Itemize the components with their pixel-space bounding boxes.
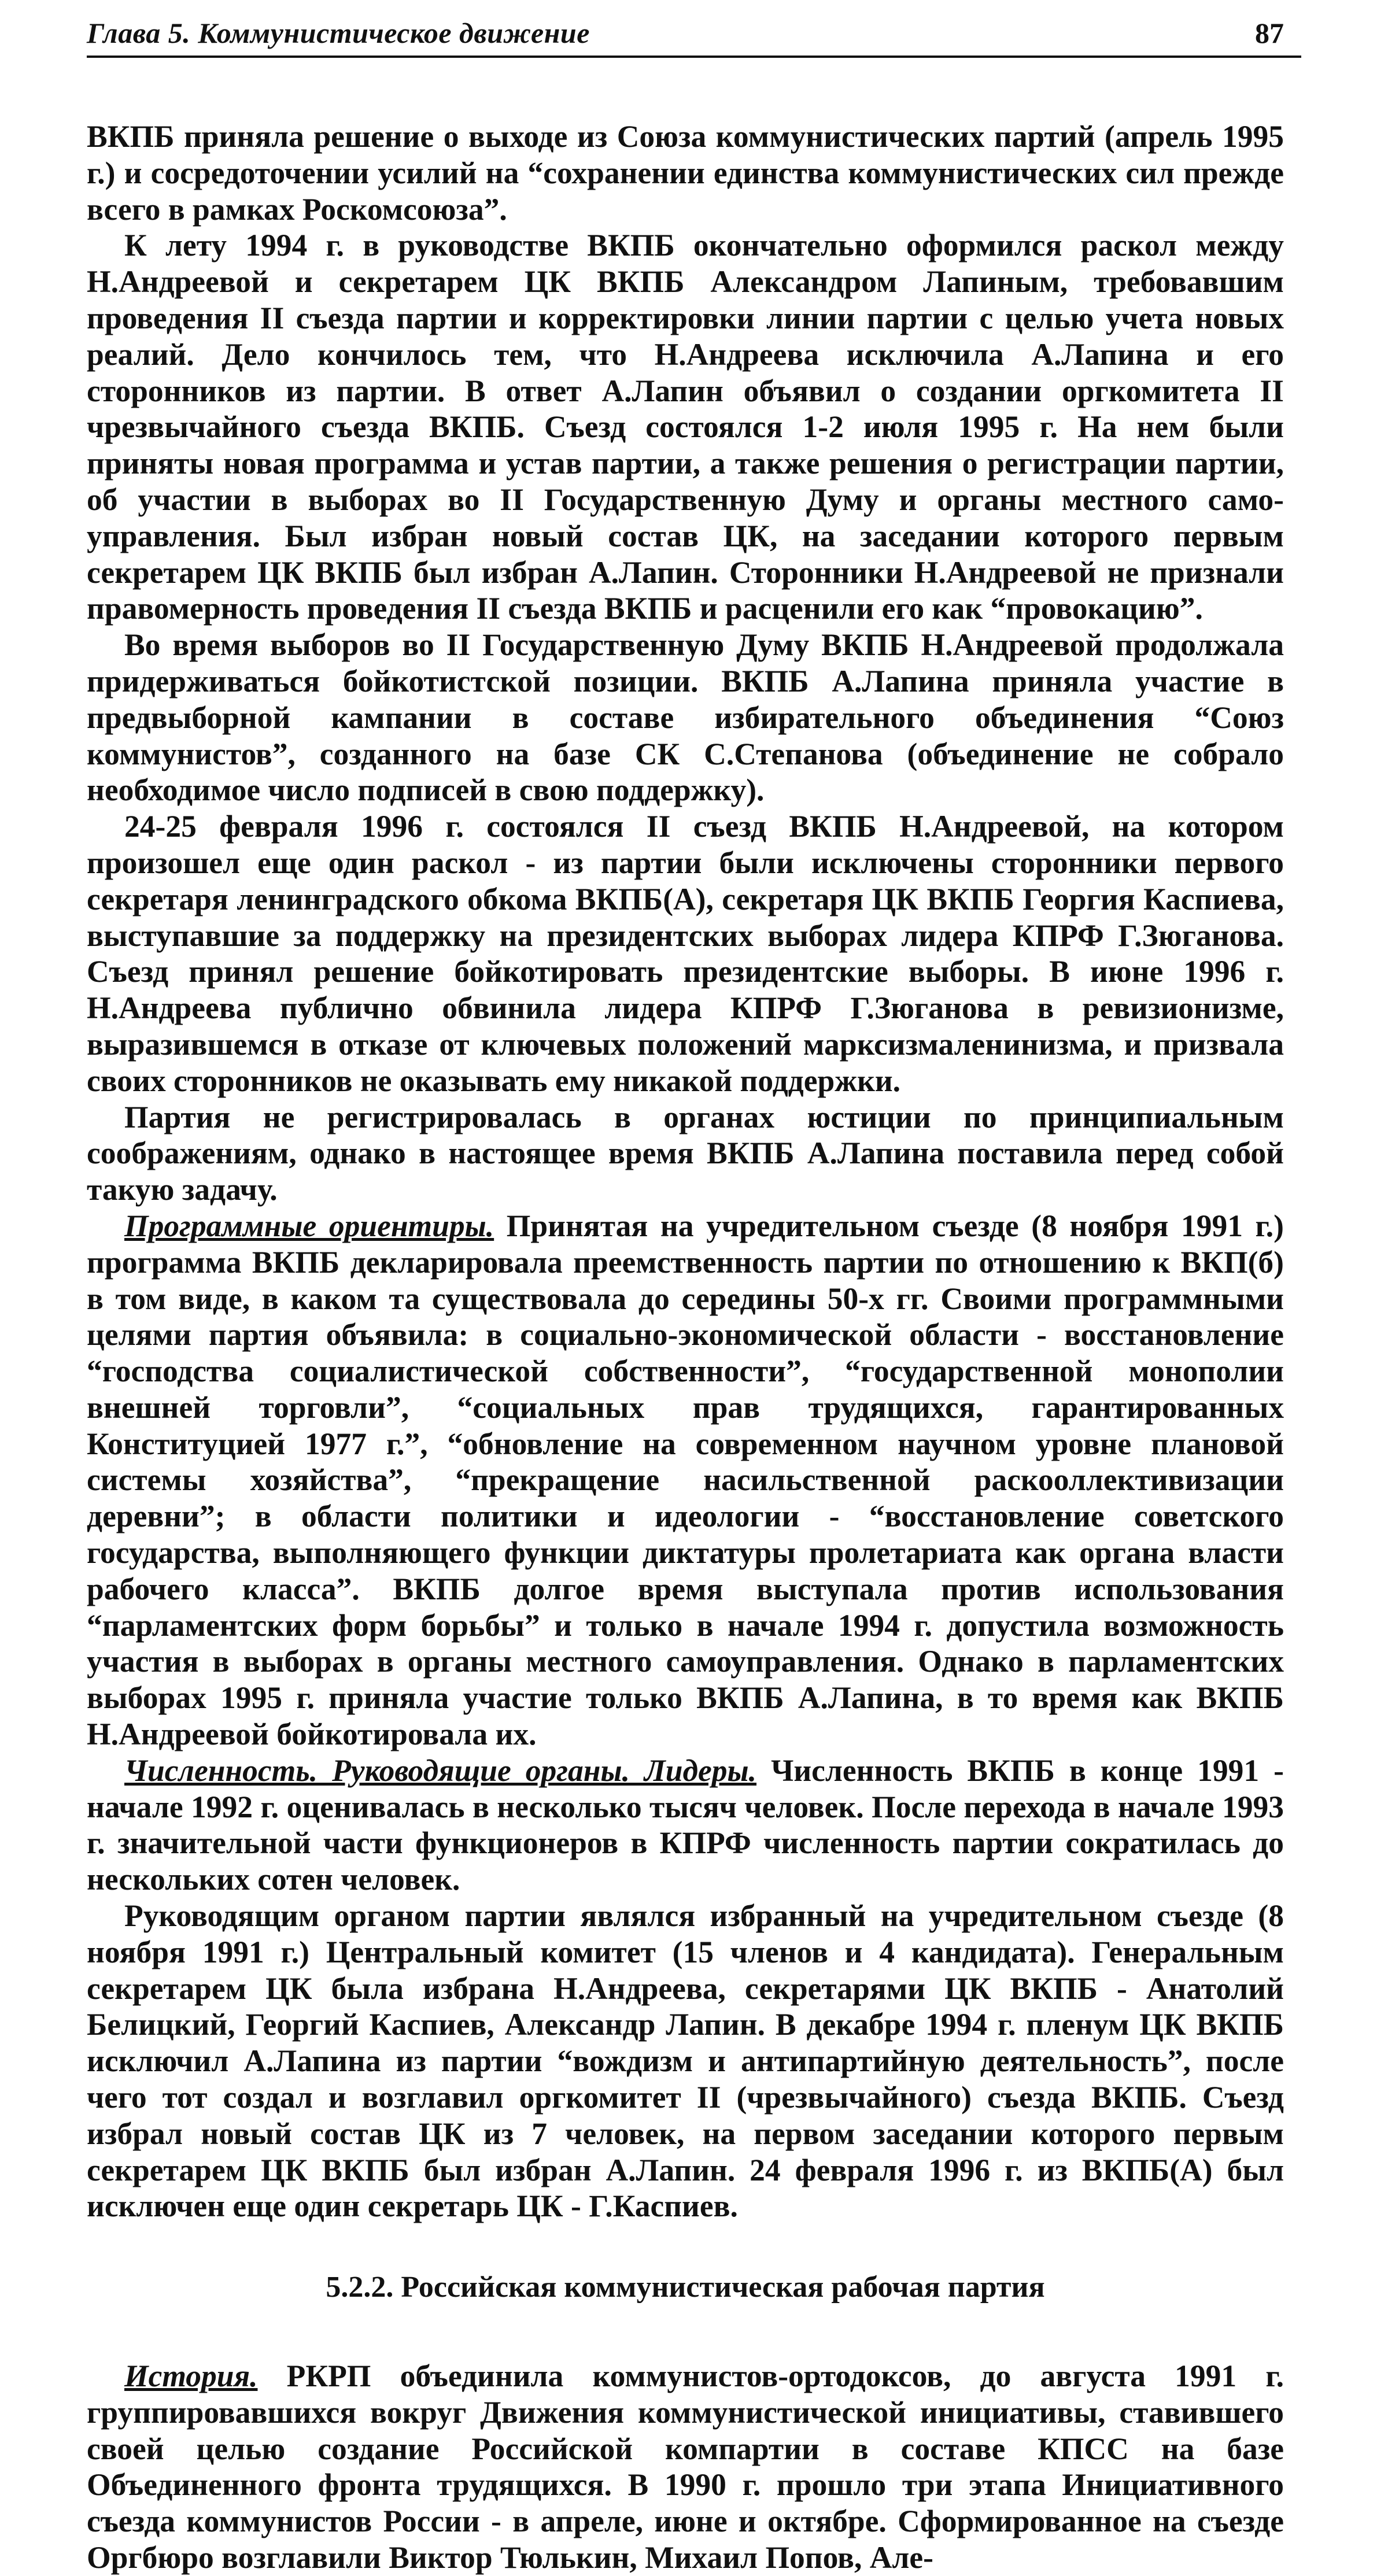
paragraph-history: [87, 2358, 1284, 2576]
subheading-membership: Численность. Руководящие органы. Лидеры.: [124, 1753, 757, 1788]
running-header: [87, 16, 1301, 51]
paragraph: 24-25 февраля 1996 г. состоялся II съезд ВКПБ Н.Андреевой, на котором произошел еще один раскол - из партии были исключены сторонники первого секретаря ленинградского обкома ВКПБ(А), секретаря ЦК ВКПБ Георгия Каспиева, выступавшие за поддержку на президентских выборах лидера КПРФ Г.Зюганова. Съезд принял решение бойкотировать президентские выборы. В июне 1996 г. Н.Андреева публично обвинила лидера КПРФ Г.Зюганова в ревизионизме, выразившемся в отказе от ключевых положений марксизмаленинизма, и призвала своих сторонников не оказывать ему никакой поддержки.: [87, 809, 1284, 1098]
header-rule: [87, 56, 1301, 58]
subheading-program: Программные ориентиры.: [124, 1208, 494, 1243]
chapter-title: Глава 5. Коммунистическое движение: [87, 17, 590, 49]
paragraph-text: Численность ВКПБ в конце 1991 - начале 1992 г. оценивалась в несколько тысяч человек. После перехода в начале 1993 г. значительной части функционеров в КПРФ численность партии сократилась до нескольких сотен человек.: [87, 1753, 1284, 1897]
paragraph: К лету 1994 г. в руководстве ВКПБ окончательно оформился раскол между Н.Андреевой и секретарем ЦК ВКПБ Александром Лапиным, требовавшим проведения II съезда партии и корректировки линии партии с целью учета новых реалий. Дело кончилось тем, что Н.Андреева исключила А.Лапина и его сторонников из партии. В ответ А.Лапин объявил о создании оргкомитета II чрезвычайного съезда ВКПБ. Съезд состоялся 1-2 июля 1995 г. На нем были приняты новая программа и устав партии, а также решения о регистрации партии, об участии в выборах во II Государственную Думу и органы местного самоуправления. Был избран новый состав ЦК, на заседании которого первым секретарем ЦК ВКПБ был избран А.Лапин. Сторонники Н.Андреевой не признали правомерность проведения II съезда ВКПБ и расценили его как “провокацию”.: [87, 228, 1284, 626]
paragraph: ВКПБ приняла решение о выходе из Союза коммунистических партий (апрель 1995 г.) и сосредоточении усилий на “сохранении единства коммунистических сил прежде всего в рамках Роскомсоюза”.: [87, 119, 1284, 227]
section-heading: 5.2.2. Российская коммунистическая рабочая партия: [326, 2271, 1045, 2304]
paragraph-membership: [87, 1753, 1284, 1898]
paragraph-program: [87, 1208, 1284, 1753]
paragraph: Партия не регистрировалась в органах юстиции по принципиальным соображениям, однако в настоящее время ВКПБ А.Лапина поставила перед собой такую задачу.: [87, 1099, 1284, 1207]
paragraph: Руководящим органом партии являлся избранный на учредительном съезде (8 ноября 1991 г.) Центральный комитет (15 членов и 4 кандидата). Генеральным секретарем ЦК была избрана Н.Андреева, секретарями ЦК ВКПБ - Анатолий Белицкий, Георгий Каспиев, Александр Лапин. В декабре 1994 г. пленум ЦК ВКПБ исключил А.Лапина из партии “вождизм и антипартийную деятельность”, после чего тот создал и возглавил оргкомитет II (чрезвычайного) съезда ВКПБ. Съезд избрал новый состав ЦК из 7 человек, на первом заседании которого первым секретарем ЦК ВКПБ был избран А.Лапин. 24 февраля 1996 г. из ВКПБ(А) был исключен еще один секретарь ЦК - Г.Каспиев.: [87, 1898, 1284, 2224]
page-number: 87: [1255, 17, 1284, 49]
paragraph-text: Принятая на учредительном съезде (8 ноября 1991 г.) программа ВКПБ декларировала преемственность партии по отношению к ВКП(б) в том виде, в каком та существовала до середины 50-х гг. Своими программными целями партия объявила: в социально-экономической области - восстановление “господства социалистической собственности”, “государственной монополии внешней торговли”, “социальных прав трудящихся, гарантированных Конституцией 1977 г.”, “обновление на современном научном уровне плановой системы хозяйства”, “прекращение насильственной раскооллективизации деревни”; в области политики и идеологии - “восстановление советского государства, выполняющего функции диктатуры пролетариата как органа власти рабочего класса”. ВКПБ долгое время выступала против использования “парламентских форм борьбы” и только в начале 1994 г. допустила возможность участия в выборах в органы местного самоуправления. Однако в парламентских выборах 1995 г. приняла участие только ВКПБ А.Лапина, в то время как ВКПБ Н.Андреевой бойкотировала их.: [87, 1208, 1284, 1752]
body-text: [87, 119, 1284, 2576]
paragraph: Во время выборов во II Государственную Думу ВКПБ Н.Андреевой продолжала придерживаться бойкотистской позиции. ВКПБ А.Лапина приняла участие в предвыборной кампании в составе избирательного объединения “Союз коммунистов”, созданного на базе СК С.Степанова (объединение не собрало необходимое число подписей в свою поддержку).: [87, 627, 1284, 808]
subheading-history: История.: [124, 2359, 258, 2394]
paragraph-text: РКРП объединила коммунистов-ортодоксов, до августа 1991 г. группировавшихся вокруг Движения коммунистической инициативы, ставившего своей целью создание Российской компартии в составе КПСС на базе Объединенного фронта трудящихся. В 1990 г. прошло три этапа Инициативного съезда коммунистов России - в апреле, июне и октябре. Сформированное на съезде Оргбюро возглавили Виктор Тюлькин, Михаил Попов, Але-: [87, 2359, 1284, 2575]
